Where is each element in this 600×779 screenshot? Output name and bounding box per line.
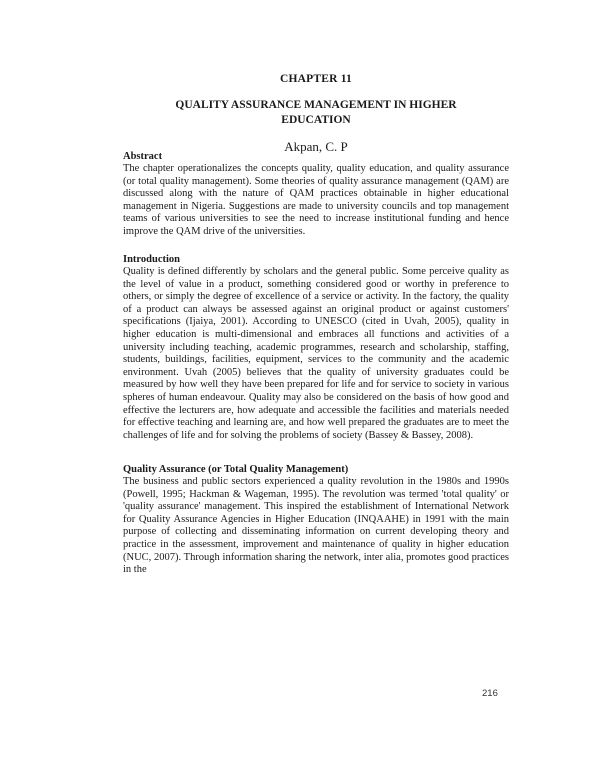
abstract-heading: Abstract — [123, 151, 163, 162]
chapter-title-line-2: EDUCATION — [281, 114, 351, 126]
introduction-paragraph: Quality is defined differently by scholars and the general public. Some perceive quality as the level of value in a product, something considered good or worthy in preference to others, or simply the degree of excellence of a service or activity. In the factory, the quality of a product can always be assessed against an original product or against customers' specifications (Ijaiya, 2001). According to UNESCO (cited in Uvah, 2005), quality in higher education is multi-dimensional and embraces all functions and activities of a university including teaching, academic programmes, research and scholarship, staffing, students, buildings, facilities, equipment, services to the community and the academic environment. Uvah (2005) believes that the quality of university graduates could be measured by how well they have been prepared for life and for service to society in various spheres of human endeavour. Quality may also be considered on the basis of how good and effective the lecturers are, how adequate and accessible the facilities and materials needed for effective teaching and learning are, and how well prepared the graduates are to meet the challenges of life and for solving the problems of society (Bassey & Bassey, 2008). — [123, 266, 509, 441]
author-name: Akpan, C. P — [284, 139, 348, 154]
chapter-title-line-1: QUALITY ASSURANCE MANAGEMENT IN HIGHER — [175, 99, 457, 111]
page-number: 216 — [482, 688, 498, 699]
quality-assurance-paragraph: The business and public sectors experienced a quality revolution in the 1980s and 1990s (Powell, 1995; Hackman & Wageman, 1995). The revolution was termed 'total quality' or 'quality assurance' management. This inspired the establishment of International Network for Quality Assurance Agencies in Higher Education (INQAAHE) in 1991 with the main purpose of collecting and disseminating information on current developing theory and practice in the assessment, improvement and maintenance of quality in higher education (NUC, 2007). Through information sharing the network, inter alia, promotes good practices in the — [123, 476, 509, 576]
chapter-title — [123, 98, 509, 128]
chapter-number: CHAPTER 11 — [280, 73, 352, 85]
quality-assurance-heading: Quality Assurance (or Total Quality Management) — [123, 464, 349, 475]
introduction-heading: Introduction — [123, 254, 180, 265]
abstract-paragraph: The chapter operationalizes the concepts quality, quality education, and quality assurance (or total quality management). Some theories of quality assurance management (QAM) are discussed along with the nature of QAM practices obtainable in higher educational management in Nigeria. Suggestions are made to university councils and top management teams of various universities to see the need to increase institutional funding and hence improve the QAM drive of the universities. — [123, 163, 509, 237]
